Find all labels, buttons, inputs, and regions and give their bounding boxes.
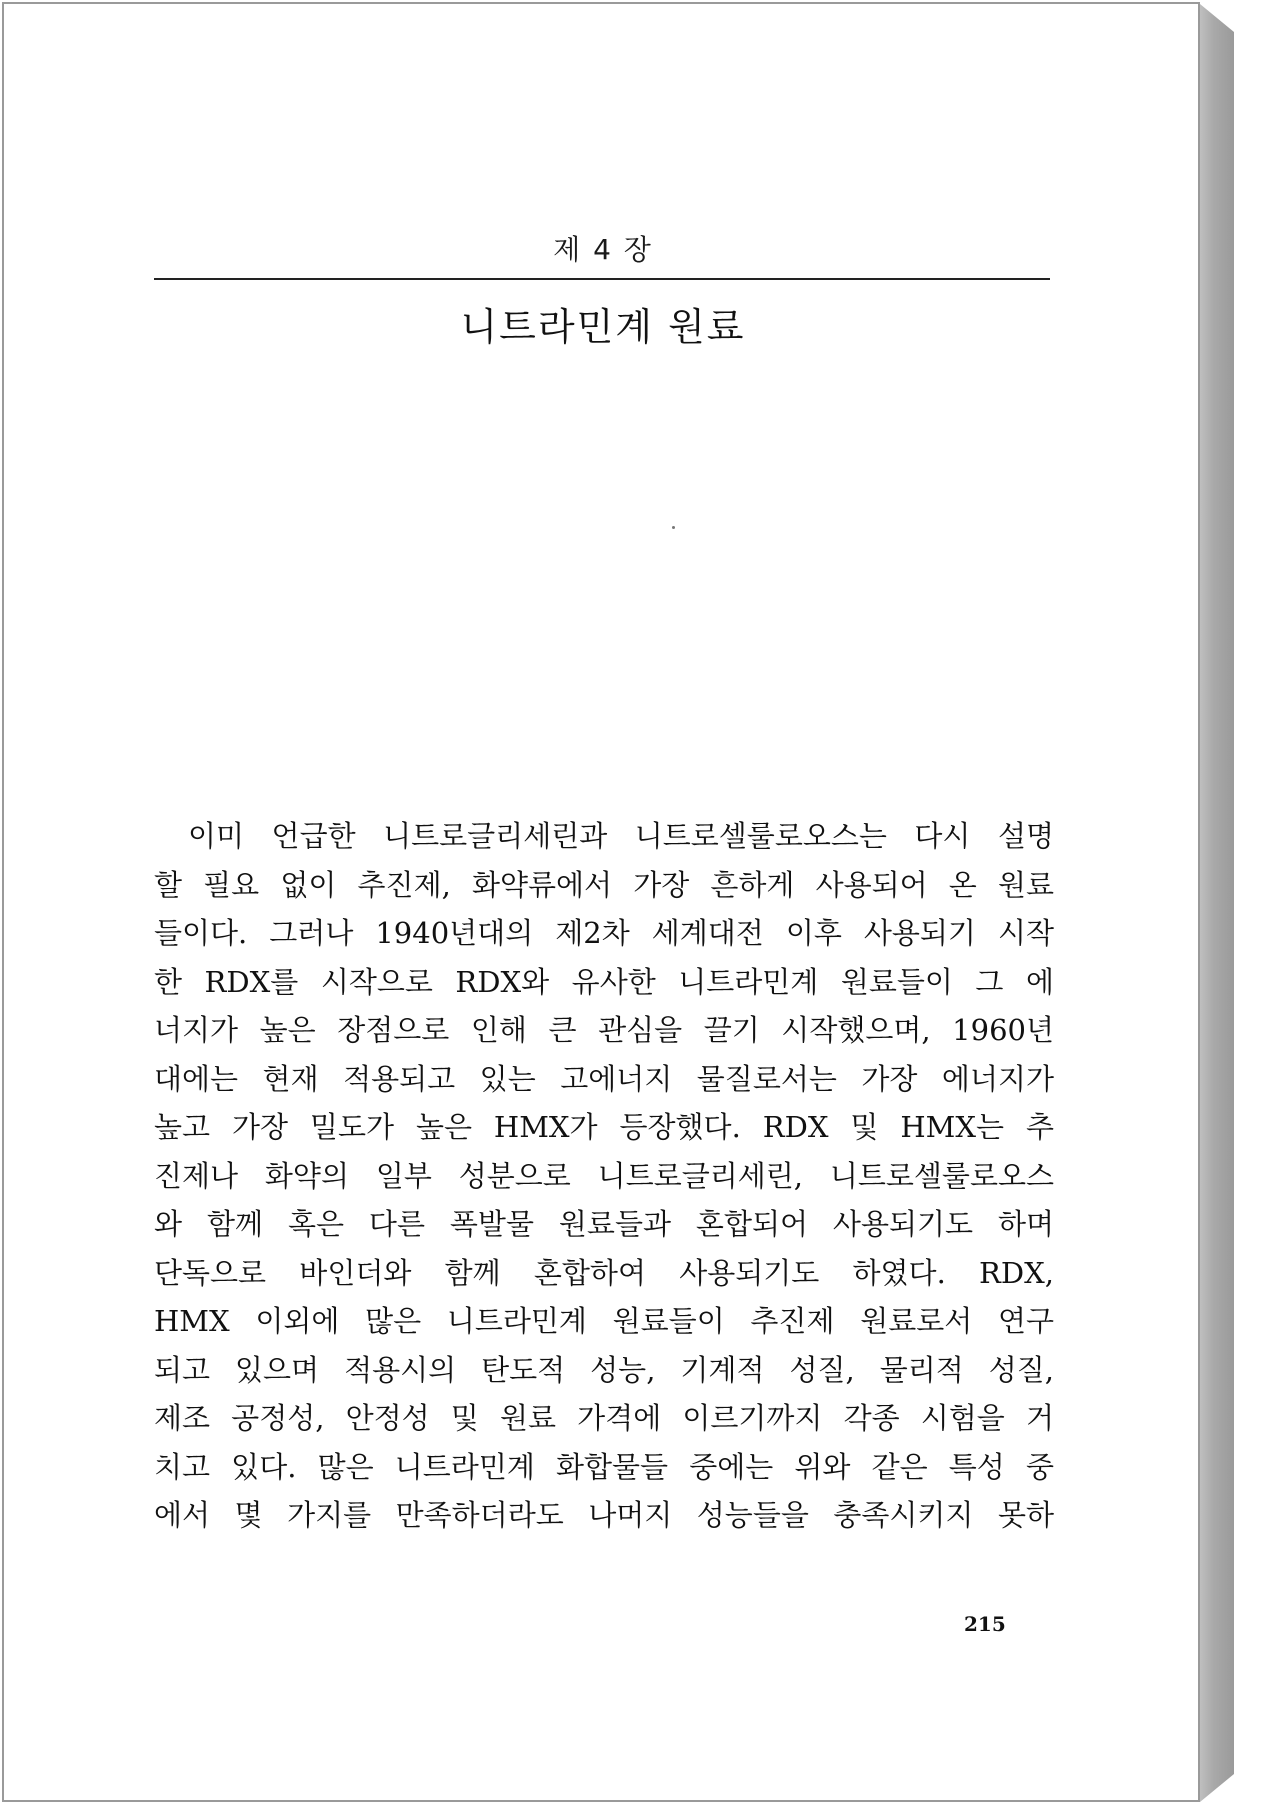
chapter-divider-rule — [154, 278, 1050, 280]
page-edge-stack — [1200, 4, 1234, 1802]
body-line: 진제나 화약의 일부 성분으로 니트로글리세린, 니트로셀룰로오스 — [154, 1158, 1054, 1193]
body-line: 한 RDX를 시작으로 RDX와 유사한 니트라민계 원료들이 그 에 — [154, 964, 1054, 999]
body-line: HMX 이외에 많은 니트라민계 원료들이 추진제 원료로서 연구 — [154, 1304, 1054, 1338]
book-page — [2, 2, 1200, 1802]
body-line: 이미 언급한 니트로글리세린과 니트로셀룰로오스는 다시 설명 — [188, 819, 1054, 853]
body-line: 높고 가장 밀도가 높은 HMX가 등장했다. RDX 및 HMX는 추 — [154, 1110, 1054, 1144]
body-line: 단독으로 바인더와 함께 혼합하여 사용되기도 하였다. RDX, — [154, 1255, 1054, 1290]
body-line: 에서 몇 가지를 만족하더라도 나머지 성능들을 충족시키지 못하 — [154, 1498, 1054, 1532]
body-line: 너지가 높은 장점으로 인해 큰 관심을 끌기 시작했으며, 1960년 — [154, 1013, 1054, 1047]
body-line: 치고 있다. 많은 니트라민계 화합물들 중에는 위와 같은 특성 중 — [154, 1449, 1054, 1484]
body-line: 들이다. 그러나 1940년대의 제2차 세계대전 이후 사용되기 시작 — [154, 916, 1054, 950]
page-number: 215 — [964, 1612, 1006, 1636]
chapter-number: 제 4 장 — [553, 233, 653, 266]
body-line: 되고 있으며 적용시의 탄도적 성능, 기계적 성질, 물리적 성질, — [154, 1352, 1054, 1387]
body-line: 할 필요 없이 추진제, 화약류에서 가장 흔하게 사용되어 온 원료 — [154, 867, 1054, 902]
body-line: 제조 공정성, 안정성 및 원료 가격에 이르기까지 각종 시험을 거 — [154, 1401, 1054, 1435]
body-line: 와 함께 혹은 다른 폭발물 원료들과 혼합되어 사용되기도 하며 — [154, 1207, 1054, 1241]
chapter-title: 니트라민계 원료 — [460, 305, 746, 349]
body-paragraph — [154, 812, 1054, 1540]
body-line: 대에는 현재 적용되고 있는 고에너지 물질로서는 가장 에너지가 — [154, 1061, 1054, 1096]
scan-speck — [672, 526, 675, 529]
